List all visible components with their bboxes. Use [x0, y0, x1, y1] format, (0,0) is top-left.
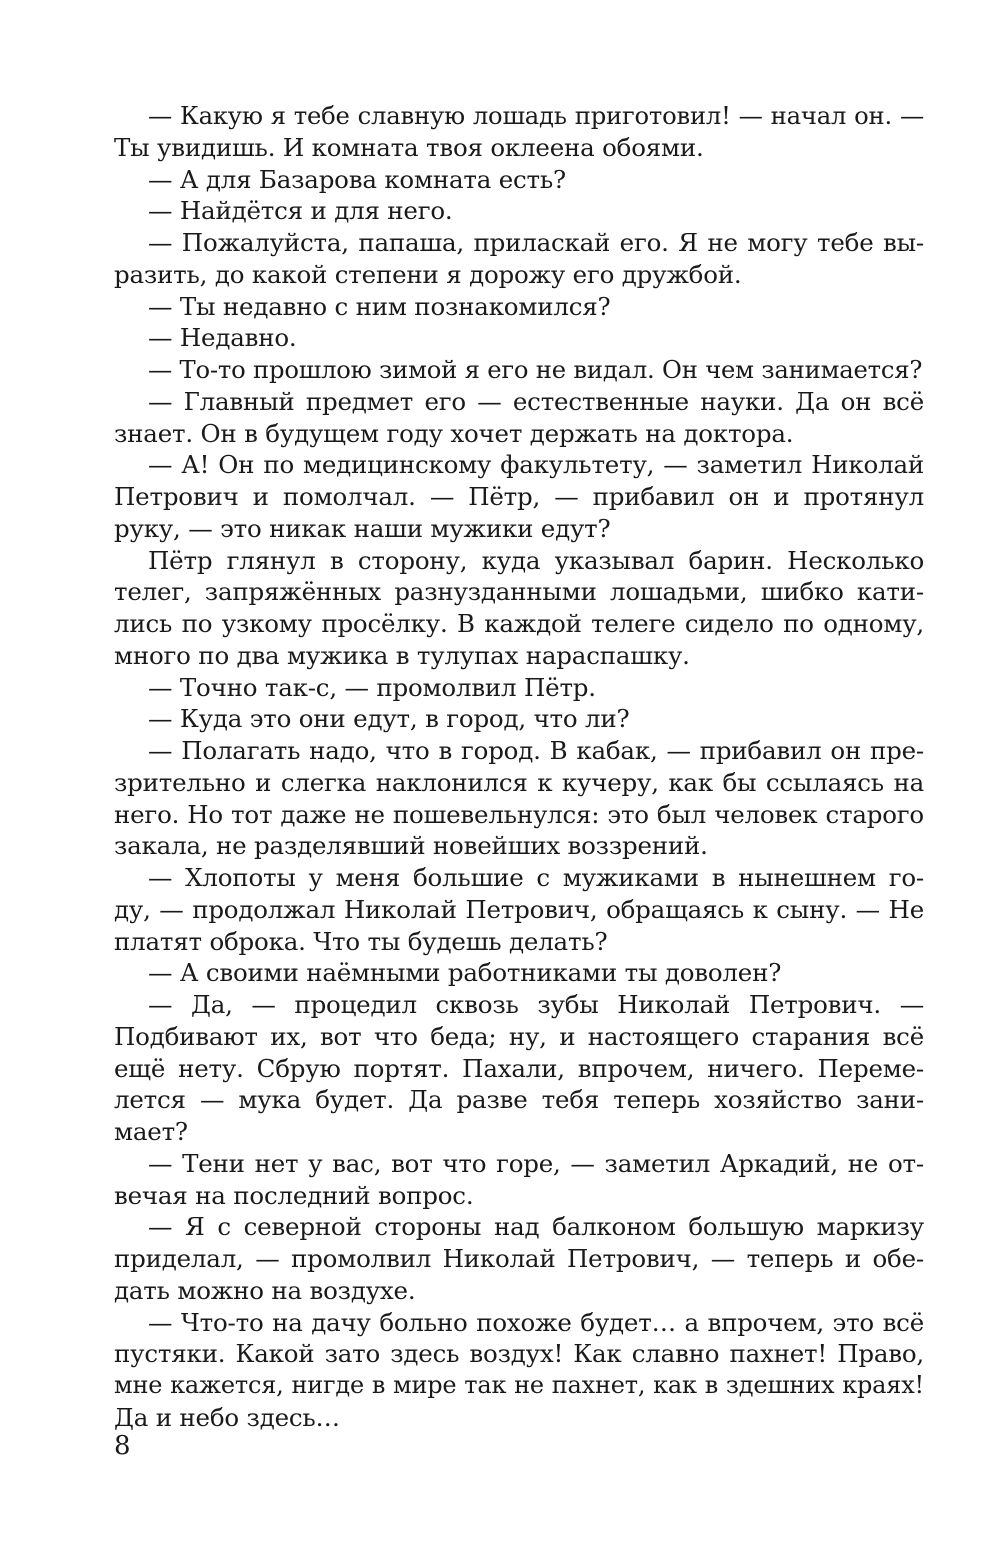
text-line: — Хлопоты у меня большие с мужиками в нынешнем го- — [148, 863, 924, 892]
text-line: вечая на последний вопрос. — [114, 1180, 474, 1210]
text-line: лется — мука будет. Да разве тебя теперь хозяйство зани- — [114, 1085, 924, 1115]
text-line: лись по узкому просёлку. В каждой телеге сидело по одному, — [114, 609, 924, 638]
text-line: Ты увидишь. И комната твоя оклеена обоями. — [114, 132, 704, 162]
text-line: — Я с северной стороны над балконом большую маркизу — [148, 1212, 924, 1242]
text-line: — Главный предмет его — естественные науки. Да он всё — [148, 386, 924, 416]
text-line: Петрович и помолчал. — Пётр, — прибавил он и протянул — [114, 482, 924, 511]
page-text — [114, 100, 924, 1434]
text-line: мает? — [114, 1117, 188, 1146]
text-line: зрительно и слегка наклонился к кучеру, как бы ссылаясь на — [114, 767, 924, 797]
text-line: — Точно так-с, — промолвил Пётр. — [148, 672, 596, 702]
text-line: пустяки. Какой зато здесь воздух! Как славно пахнет! Право, — [114, 1339, 924, 1369]
text-line: Пётр глянул в сторону, куда указывал барин. Несколько — [148, 545, 924, 575]
text-line: — Какую я тебе славную лошадь приготовил! — начал он. — — [148, 101, 924, 130]
text-line: — Найдётся и для него. — [148, 196, 453, 226]
text-line: ду, — продолжал Николай Петрович, обращаясь к сыну. — Не — [114, 894, 924, 924]
text-line: Подбивают их, вот что беда; ну, и настоящего старания всё — [114, 1021, 924, 1051]
text-line: много по два мужика в тулупах нараспашку. — [114, 640, 690, 670]
text-line: знает. Он в будущем году хочет держать на доктора. — [114, 418, 794, 448]
text-line: — А! Он по медицинскому факультету, — заметил Николай — [148, 450, 924, 480]
text-line: разить, до какой степени я дорожу его дружбой. — [114, 259, 742, 289]
text-line: — Недавно. — [148, 323, 297, 353]
text-line: — Куда это они едут, в город, что ли? — [148, 704, 630, 734]
text-line: Да и небо здесь… — [114, 1402, 340, 1432]
text-line: платят оброка. Что ты будешь делать? — [114, 926, 608, 956]
text-line: — Да, — процедил сквозь зубы Николай Петрович. — — [148, 990, 924, 1019]
text-line: дать можно на воздухе. — [114, 1275, 416, 1305]
text-line: — Ты недавно с ним познакомился? — [148, 291, 611, 321]
text-line: приделал, — промолвил Николай Петрович, — теперь и обе- — [114, 1244, 924, 1273]
text-line: мне кажется, нигде в мире так не пахнет, как в здешних краях! — [114, 1371, 924, 1399]
text-line: — А своими наёмными работниками ты доволен? — [148, 958, 782, 988]
text-line: — А для Базарова комната есть? — [148, 164, 566, 194]
text-line: телег, запряжённых разнузданными лошадьми, шибко кати- — [114, 577, 924, 607]
text-line: — Полагать надо, что в город. В кабак, — прибавил он пре- — [148, 736, 924, 765]
text-line: — Тени нет у вас, вот что горе, — заметил Аркадий, не от- — [148, 1148, 924, 1178]
text-line: — Пожалуйста, папаша, приласкай его. Я не могу тебе вы- — [148, 228, 924, 257]
text-line: ещё нету. Сбрую портят. Пахали, впрочем, ничего. Переме- — [114, 1053, 924, 1083]
text-line: закала, не разделявший новейших воззрений. — [114, 831, 708, 861]
page-number: 8 — [114, 1431, 131, 1461]
text-line: — То-то прошлою зимой я его не видал. Он чем занимается? — [148, 355, 923, 384]
text-line: него. Но тот даже не пошевельнулся: это был человек старого — [114, 799, 924, 829]
text-line: — Что-то на дачу больно похоже будет… а впрочем, это всё — [148, 1307, 924, 1337]
text-line: руку, — это никак наши мужики едут? — [114, 513, 611, 543]
